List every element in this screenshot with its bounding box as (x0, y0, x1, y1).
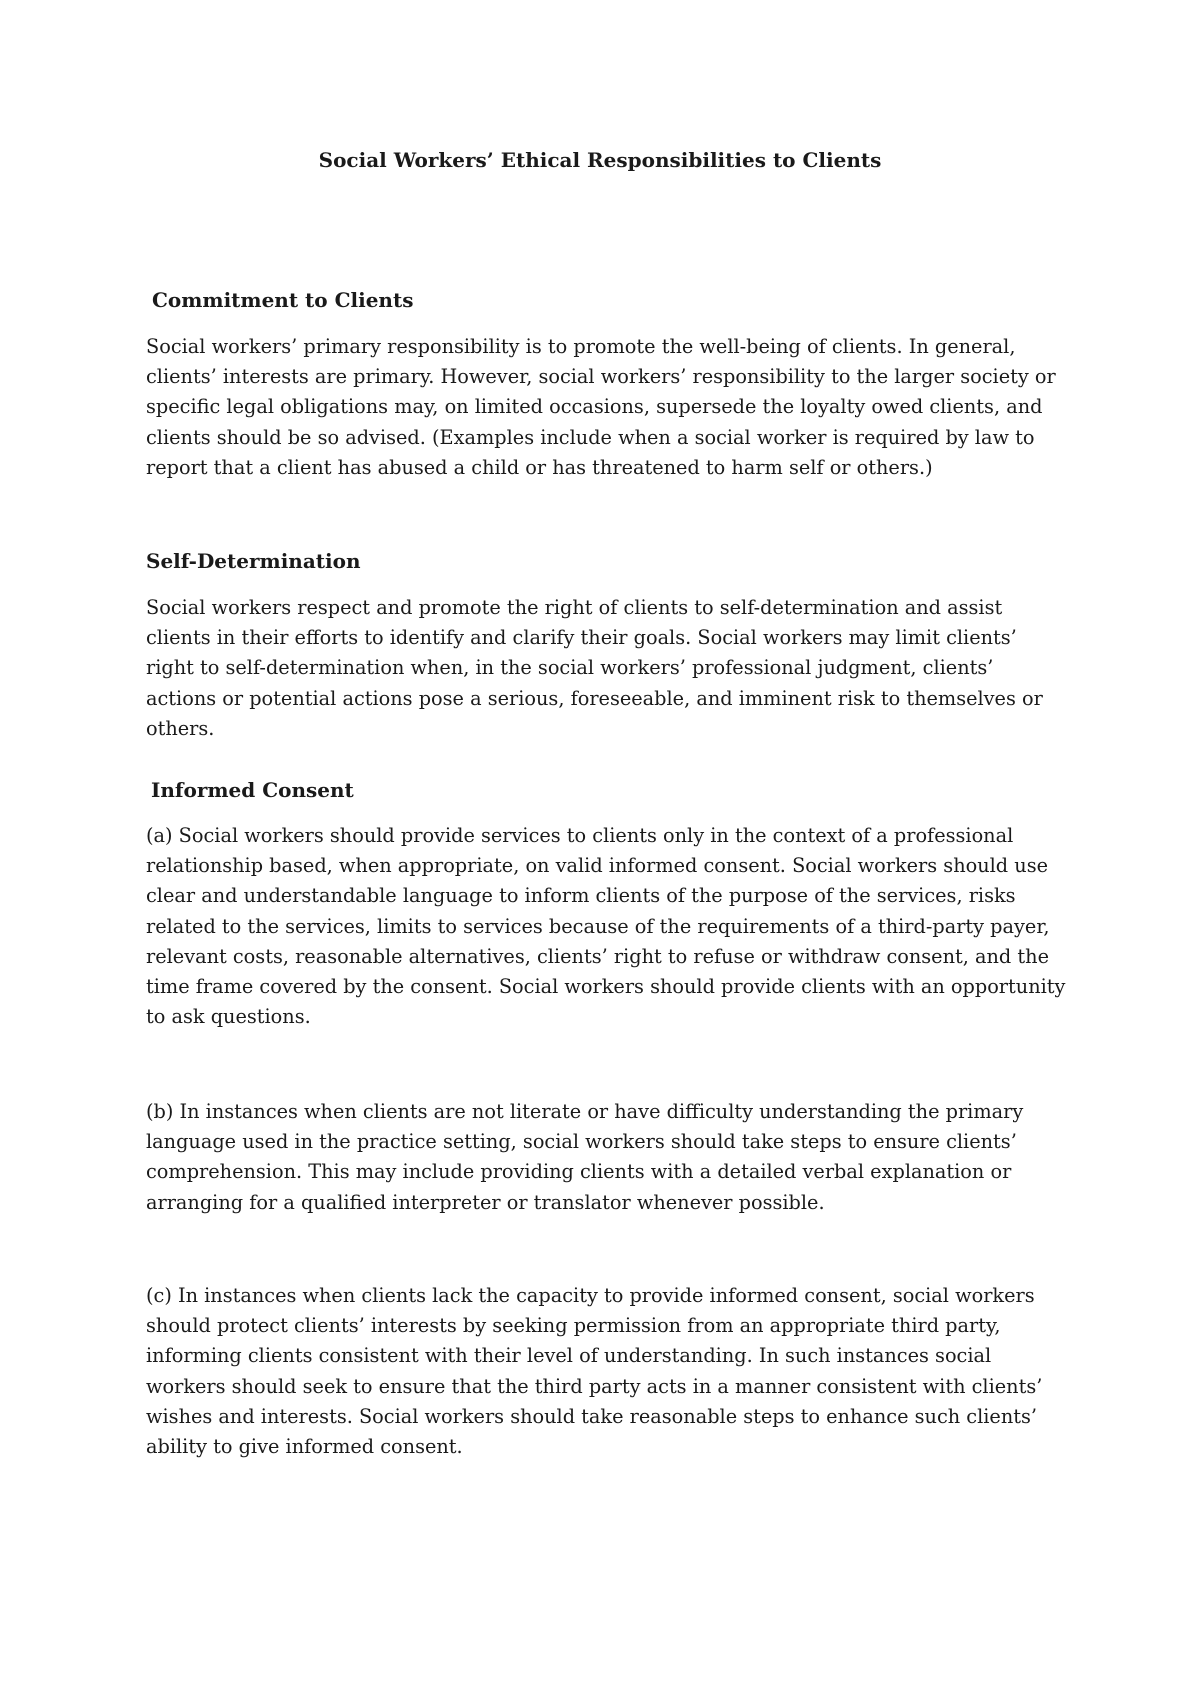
paragraph-self-determination: Social workers respect and promote the right of clients to self-determination and assist clients in their efforts to identify and clarify their goals. Social workers may limit clients’ right to self-determination when, in the social workers’ professional judgment, clients’ actions or potential actions pose a serious, foreseeable, and imminent risk to themselves or others. (146, 596, 1043, 740)
paragraph-informed-consent-c: (c) In instances when clients lack the capacity to provide informed consent, social workers should protect clients’ interests by seeking permission from an appropriate third party, informing clients consistent with their level of understanding. In such instances social workers should seek to ensure that the third party acts in a manner consistent with clients’ wishes and interests. Social workers should take reasonable steps to enhance such clients’ ability to give informed consent. (146, 1284, 1043, 1459)
paragraph-informed-consent-a: (a) Social workers should provide services to clients only in the context of a professional relationship based, when appropriate, on valid informed consent. Social workers should use clear and understandable language to inform clients of the purpose of the services, risks related to the services, limits to services because of the requirements of a third-party payer, relevant costs, reasonable alternatives, clients’ right to refuse or withdraw consent, and the time frame covered by the consent. Social workers should provide clients with an opportunity to ask questions. (146, 824, 1066, 1029)
paragraph-informed-consent-b: (b) In instances when clients are not literate or have difficulty understanding the primary language used in the practice setting, social workers should take steps to ensure clients’ comprehension. This may include providing clients with a detailed verbal explanation or arranging for a qualified interpreter or translator whenever possible. (146, 1100, 1024, 1214)
heading-commitment-to-clients: Commitment to Clients (152, 288, 414, 312)
document-title: Social Workers’ Ethical Responsibilities to Clients (318, 148, 882, 172)
paragraph-commitment-to-clients: Social workers’ primary responsibility is to promote the well-being of clients. In general, clients’ interests are primary. However, social workers’ responsibility to the larger society or specific legal obligations may, on limited occasions, supersede the loyalty owed clients, and clients should be so advised. (Examples include when a social worker is required by law to report that a client has abused a child or has threatened to harm self or others.) (146, 335, 1056, 479)
heading-informed-consent: Informed Consent (151, 778, 354, 802)
heading-self-determination: Self-Determination (146, 549, 361, 573)
